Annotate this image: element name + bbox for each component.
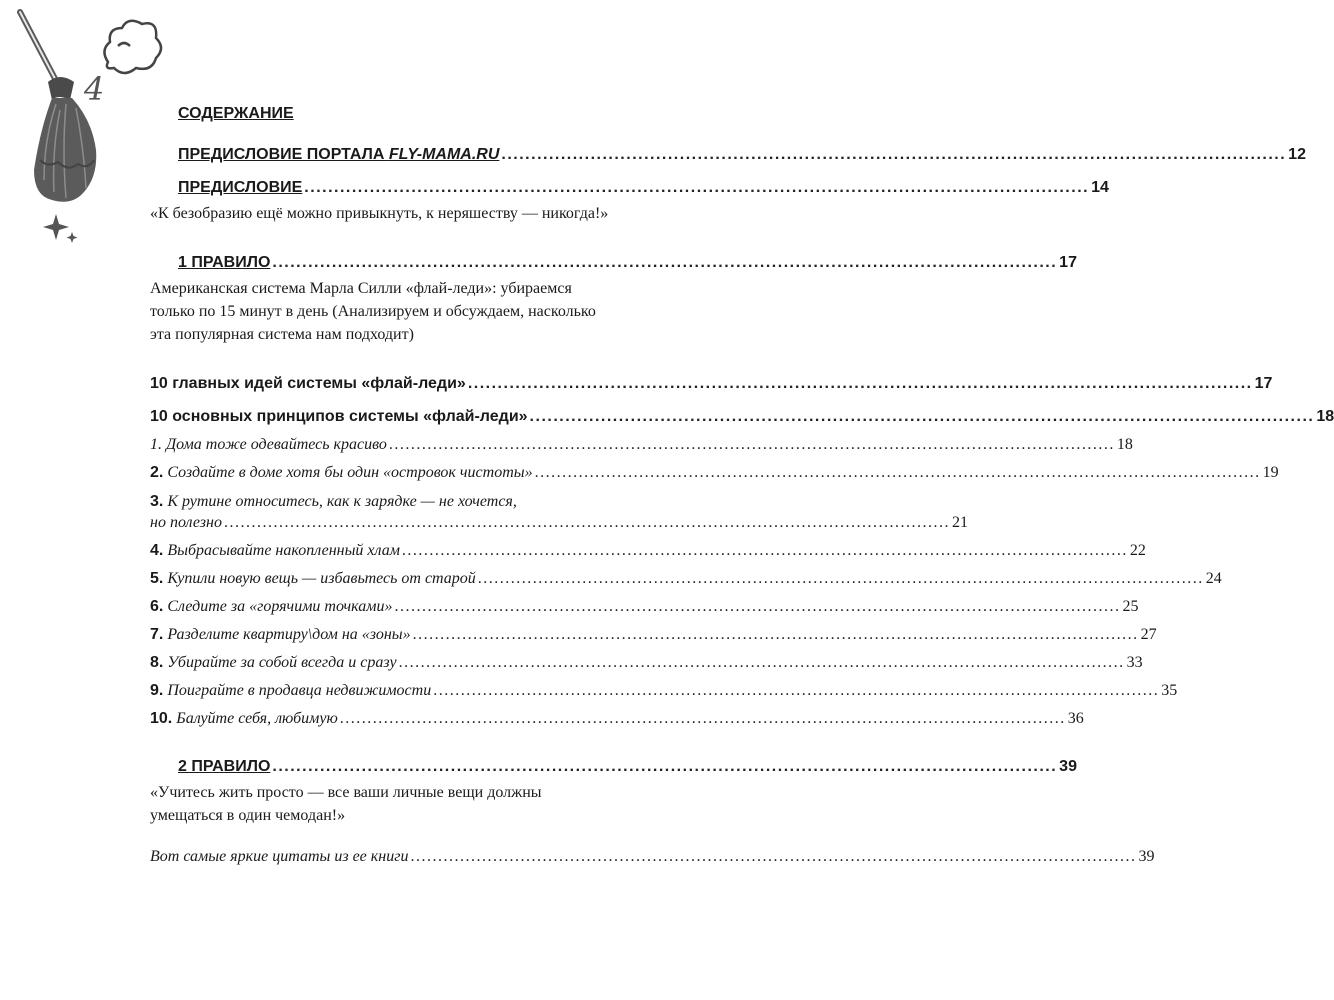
leader-dots: .................................................................................................................................... [529, 408, 1315, 425]
page-ref: 33 [1126, 654, 1143, 671]
page-ref: 18 [1316, 408, 1334, 425]
toc-entry-preface[interactable] [178, 178, 1109, 198]
toc-entry-rule-2[interactable] [178, 757, 1077, 777]
toc-entry-label: ПРЕДИСЛОВИЕ [178, 179, 303, 196]
toc-item[interactable] [150, 653, 1143, 673]
page-ref: 17 [1059, 254, 1077, 271]
toc-entry-label: 10 основных принципов системы «флай-леди» [150, 408, 528, 425]
page-ref: 39 [1138, 848, 1155, 865]
toc-entry-label: 3. К рутине относитесь, как к зарядке — не хочется, [150, 493, 517, 510]
page-ref: 14 [1091, 179, 1109, 196]
toc-entry-label: 7. Разделите квартиру\дом на «зоны» [150, 626, 411, 643]
page-number: 4 [84, 70, 105, 108]
toc-entry-label: 5. Купили новую вещь — избавьтесь от старой [150, 570, 476, 587]
page-ref: 35 [1161, 682, 1178, 699]
page-ref: 17 [1254, 375, 1273, 392]
toc-entry-principles[interactable] [150, 407, 1334, 427]
leader-dots: .................................................................................................................................... [477, 570, 1204, 587]
leader-dots: .................................................................................................................................... [410, 848, 1137, 865]
toc-entry-ideas[interactable] [150, 374, 1273, 394]
page-ref: 39 [1059, 758, 1077, 775]
page-ref: 27 [1140, 626, 1157, 643]
leader-dots: .................................................................................................................................... [534, 464, 1261, 481]
page-ref: 12 [1288, 146, 1306, 163]
leader-dots: .................................................................................................................................... [388, 436, 1115, 453]
toc-item[interactable] [150, 625, 1157, 645]
toc-entry-label: 1 ПРАВИЛО [178, 254, 271, 271]
toc-entry-label: 2. Создайте в доме хотя бы один «островок чистоты» [150, 464, 533, 481]
toc-entry-label: 1. Дома тоже одевайтесь красиво [150, 436, 387, 453]
toc-entry-label: Вот самые яркие цитаты из ее книги [150, 848, 409, 865]
table-of-contents [150, 105, 1334, 867]
toc-title: СОДЕРЖАНИЕ [178, 105, 294, 122]
toc-entry-label: ПРЕДИСЛОВИЕ ПОРТАЛА FLY-MAMA.RU [178, 146, 500, 163]
toc-entry-description: Американская система Марла Силли «флай-леди»: убираемся только по 15 минут в день (Анализируем и обсуждаем, насколько эта популярная система нам подходит) [150, 280, 596, 343]
toc-item[interactable] [150, 541, 1146, 561]
toc-entry-label: 8. Убирайте за собой всегда и сразу [150, 654, 397, 671]
toc-item[interactable] [150, 681, 1178, 701]
toc-item[interactable] [150, 597, 1139, 617]
toc-entry-label: 10 главных идей системы «флай-леди» [150, 375, 466, 392]
toc-entry-label: 2 ПРАВИЛО [178, 758, 271, 775]
toc-item[interactable] [150, 463, 1279, 483]
toc-entry-label: 6. Следите за «горячими точками» [150, 598, 393, 615]
toc-item[interactable] [150, 709, 1084, 729]
leader-dots: .................................................................................................................................... [501, 146, 1287, 163]
dust-cloud-icon [104, 21, 161, 73]
toc-entry-label-continued: но полезно [150, 514, 222, 531]
leader-dots: .................................................................................................................................... [398, 654, 1125, 671]
toc-entry-label: 10. Балуйте себя, любимую [150, 710, 338, 727]
page-ref: 19 [1262, 464, 1279, 481]
leader-dots: .................................................................................................................................... [412, 626, 1139, 643]
leader-dots: .................................................................................................................................... [272, 254, 1058, 271]
page-ref: 24 [1205, 570, 1222, 587]
leader-dots: .................................................................................................................................... [467, 375, 1253, 392]
page-ref: 36 [1067, 710, 1084, 727]
leader-dots: .................................................................................................................................... [433, 682, 1160, 699]
toc-item[interactable] [150, 435, 1133, 455]
toc-entry-label: 9. Поиграйте в продавца недвижимости [150, 682, 432, 699]
leader-dots: .................................................................................................................................... [394, 598, 1121, 615]
leader-dots: .................................................................................................................................... [272, 758, 1058, 775]
page-ref: 22 [1129, 542, 1146, 559]
leader-dots: .................................................................................................................................... [223, 514, 950, 531]
toc-entry-description: «Учитесь жить просто — все ваши личные вещи должны умещаться в один чемодан!» [150, 784, 542, 824]
leader-dots: .................................................................................................................................... [304, 179, 1090, 196]
toc-item[interactable] [150, 491, 968, 533]
sparkle-icon [43, 214, 78, 243]
page-ref: 21 [951, 514, 968, 531]
page-ref: 25 [1122, 598, 1139, 615]
toc-entry-quotes[interactable] [150, 847, 1155, 867]
toc-entry-label: 4. Выбрасывайте накопленный хлам [150, 542, 400, 559]
toc-item[interactable] [150, 569, 1222, 589]
page-ref: 18 [1116, 436, 1133, 453]
toc-entry-portal-preface[interactable] [178, 145, 1306, 165]
leader-dots: .................................................................................................................................... [339, 710, 1066, 727]
leader-dots: .................................................................................................................................... [401, 542, 1128, 559]
toc-entry-description: «К безобразию ещё можно привыкнуть, к неряшеству — никогда!» [150, 205, 609, 222]
toc-entry-rule-1[interactable] [178, 253, 1077, 273]
